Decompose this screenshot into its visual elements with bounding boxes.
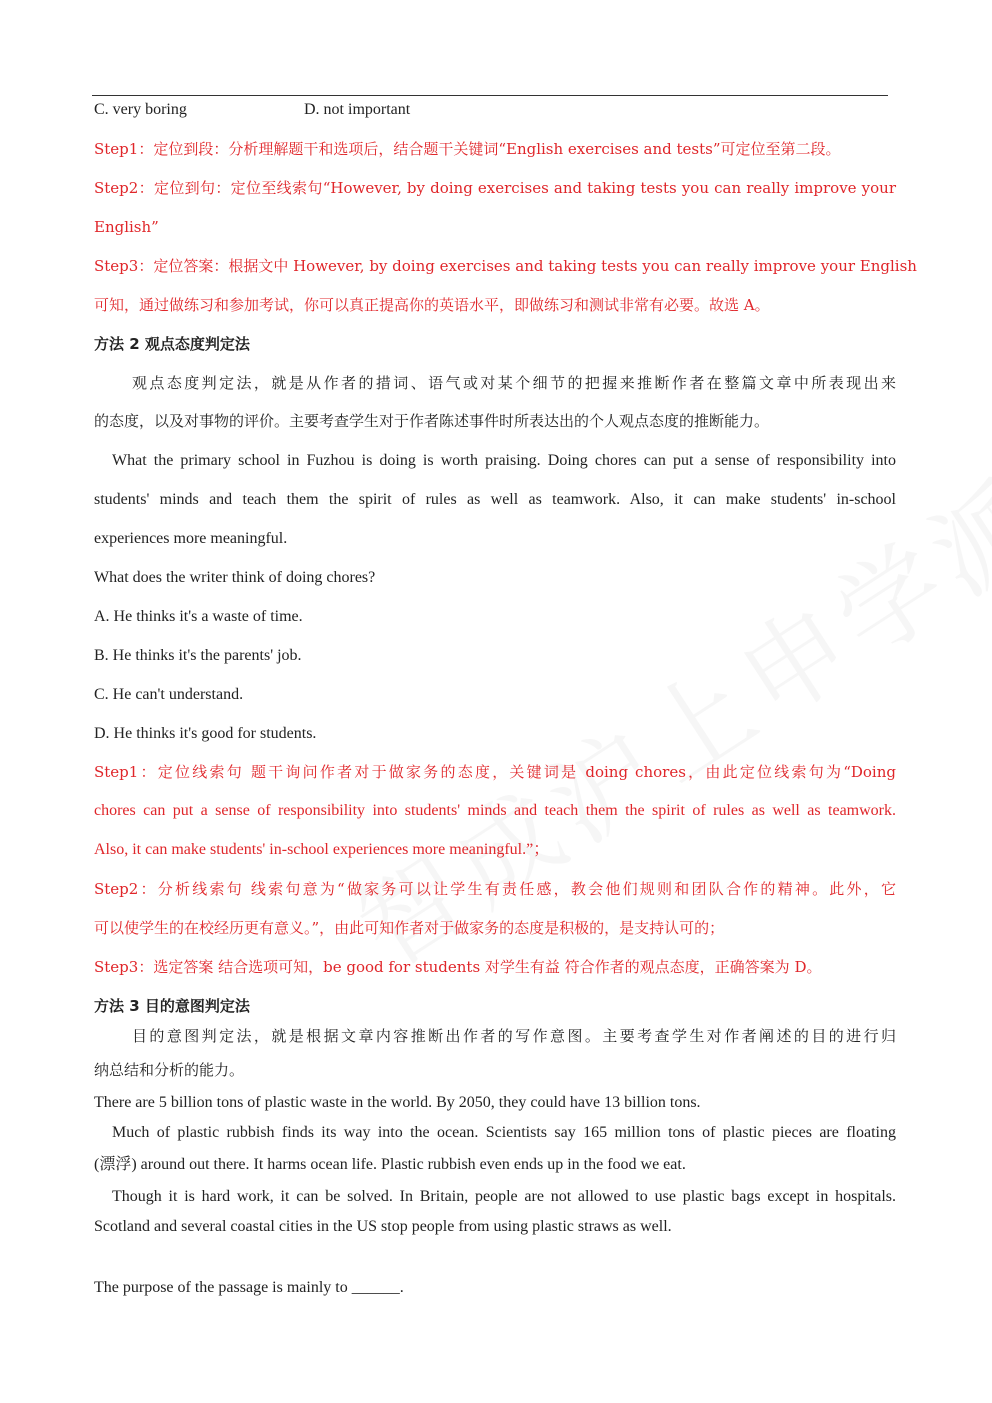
method2-step1-cont: chores can put a sense of responsibility into students' minds and teach them the spirit of rules as well as teamwork. [94, 802, 896, 819]
method2-heading: 方法 2 观点态度判定法 [94, 335, 250, 353]
method3-desc: 目的意图判定法，就是根据文章内容推断出作者的写作意图。主要考查学生对作者阐述的目的进行归 [132, 1027, 896, 1045]
method3-passage-line4: Though it is hard work, it can be solved. In Britain, people are not allowed to use plastic bags except in hospitals. [112, 1188, 896, 1205]
watermark [324, 435, 992, 995]
method3-passage-line3: (漂浮) around out there. It harms ocean life. Plastic rubbish even ends up in the food we eat. [94, 1156, 686, 1173]
method2-passage-line2: students' minds and teach them the spirit of rules as well as teamwork. Also, it can make students' in-school [94, 491, 896, 508]
header-rule [92, 95, 888, 96]
method2-passage-line3: experiences more meaningful. [94, 530, 288, 547]
method2-option-b: B. He thinks it's the parents' job. [94, 647, 302, 664]
q1-step3: Step3：定位答案：根据文中 However, by doing exercises and taking tests you can really improve your English [94, 257, 917, 275]
method2-step1: Step1：定位线索句 题干询问作者对于做家务的态度，关键词是 doing chores，由此定位线索句为“Doing [94, 763, 896, 781]
method2-step2-cont: 可以使学生的在校经历更有意义。”，由此可知作者对于做家务的态度是积极的，是支持认可的； [94, 919, 725, 937]
method3-heading: 方法 3 目的意图判定法 [94, 997, 250, 1015]
q1-step3-cont: 可知，通过做练习和参加考试，你可以真正提高你的英语水平，即做练习和测试非常有必要。故选 A。 [94, 296, 770, 314]
option-c: C. very boring [94, 101, 187, 118]
method2-option-d: D. He thinks it's good for students. [94, 725, 317, 742]
option-d: D. not important [304, 101, 411, 118]
method2-option-a: A. He thinks it's a waste of time. [94, 608, 303, 625]
method2-desc-cont: 的态度，以及对事物的评价。主要考查学生对于作者陈述事件时所表达出的个人观点态度的推断能力。 [94, 412, 770, 430]
method2-step1-end: Also, it can make students' in-school experiences more meaningful.”； [94, 841, 550, 858]
method2-passage-line1: What the primary school in Fuzhou is doing is worth praising. Doing chores can put a sense of responsibility into [112, 452, 896, 469]
q1-step2-cont: English” [94, 218, 159, 236]
method2-option-c: C. He can't understand. [94, 686, 244, 703]
method3-passage-line5: Scotland and several coastal cities in the US stop people from using plastic straws as well. [94, 1218, 672, 1235]
method2-desc: 观点态度判定法，就是从作者的措词、语气或对某个细节的把握来推断作者在整篇文章中所表现出来 [132, 374, 896, 392]
method2-step3: Step3：选定答案 结合选项可知，be good for students 对学生有益 符合作者的观点态度，正确答案为 D。 [94, 958, 822, 976]
method2-step2: Step2：分析线索句 线索句意为“做家务可以让学生有责任感，教会他们规则和团队合作的精神。此外，它 [94, 880, 896, 898]
method3-passage-line1: There are 5 billion tons of plastic waste in the world. By 2050, they could have 13 billion tons. [94, 1094, 701, 1111]
method3-passage-line2: Much of plastic rubbish finds its way into the ocean. Scientists say 165 million tons of plastic pieces are floating [112, 1124, 896, 1141]
q1-step1: Step1：定位到段：分析理解题干和选项后，结合题干关键词“English exercises and tests”可定位至第二段。 [94, 140, 841, 158]
method3-question: The purpose of the passage is mainly to ______. [94, 1279, 404, 1296]
method2-question: What does the writer think of doing chores? [94, 569, 376, 586]
q1-step2: Step2：定位到句：定位至线索句“However, by doing exercises and taking tests you can really improve your [94, 179, 896, 197]
method3-desc-cont: 纳总结和分析的能力。 [94, 1061, 245, 1079]
